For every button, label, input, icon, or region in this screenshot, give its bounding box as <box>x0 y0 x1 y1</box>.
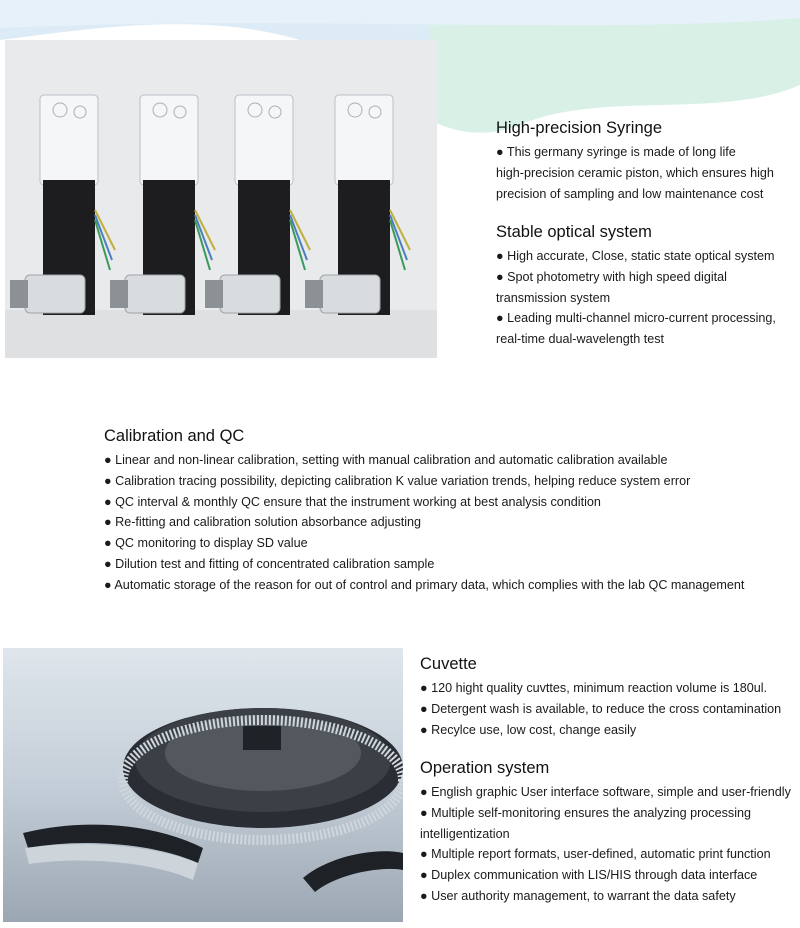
section-line: high-precision ceramic piston, which ensures high <box>496 165 774 180</box>
section-line: ● Detergent wash is available, to reduce the cross contamination <box>420 701 782 716</box>
section-title: Cuvette <box>420 655 477 673</box>
section-line: ● High accurate, Close, static state optical system <box>496 249 775 263</box>
section-line: ● Dilution test and fitting of concentrated calibration sample <box>104 556 435 571</box>
section-line: ● Duplex communication with LIS/HIS through data interface <box>420 868 758 883</box>
section-line: ● Multiple self-monitoring ensures the analyzing processing <box>420 805 752 820</box>
section-title: Operation system <box>420 759 550 777</box>
section-line: ● Linear and non-linear calibration, setting with manual calibration and automatic calibration available <box>104 453 668 467</box>
section-line: real-time dual-wavelength test <box>496 332 664 347</box>
calibration-section <box>104 426 794 596</box>
section-line: ● Calibration tracing possibility, depicting calibration K value variation trends, helping reduce system error <box>104 473 691 488</box>
section-line: ● English graphic User interface software, simple and user-friendly <box>420 785 791 799</box>
syringe-pumps-photo <box>5 40 437 358</box>
optical-section <box>496 222 796 350</box>
section-line: transmission system <box>496 290 611 305</box>
section-line: ● QC monitoring to display SD value <box>104 536 308 551</box>
section-line: precision of sampling and low maintenance cost <box>496 186 764 201</box>
section-line: ● This germany syringe is made of long life <box>496 145 736 159</box>
operation-section <box>420 758 798 907</box>
section-line: ● Re-fitting and calibration solution absorbance adjusting <box>104 515 422 530</box>
section-line: ● QC interval & monthly QC ensure that the instrument working at best analysis condition <box>104 494 601 509</box>
cuvette-wheel-photo <box>3 648 403 922</box>
syringe-section <box>496 118 796 204</box>
section-title: Stable optical system <box>496 223 652 241</box>
section-title: Calibration and QC <box>104 427 245 445</box>
section-line: ● User authority management, to warrant the data safety <box>420 888 736 903</box>
section-line: ● 120 hight quality cuvttes, minimum reaction volume is 180ul. <box>420 681 768 695</box>
section-line: ● Leading multi-channel micro-current processing, <box>496 311 776 326</box>
section-title: High-precision Syringe <box>496 119 662 137</box>
cuvette-section <box>420 654 798 740</box>
section-line: ● Multiple report formats, user-defined, automatic print function <box>420 847 771 862</box>
section-line: ● Recylce use, low cost, change easily <box>420 722 637 737</box>
section-line: ● Spot photometry with high speed digital <box>496 269 727 284</box>
section-line: ● Automatic storage of the reason for out of control and primary data, which complies with the lab QC management <box>104 577 745 592</box>
section-line: intelligentization <box>420 826 510 841</box>
